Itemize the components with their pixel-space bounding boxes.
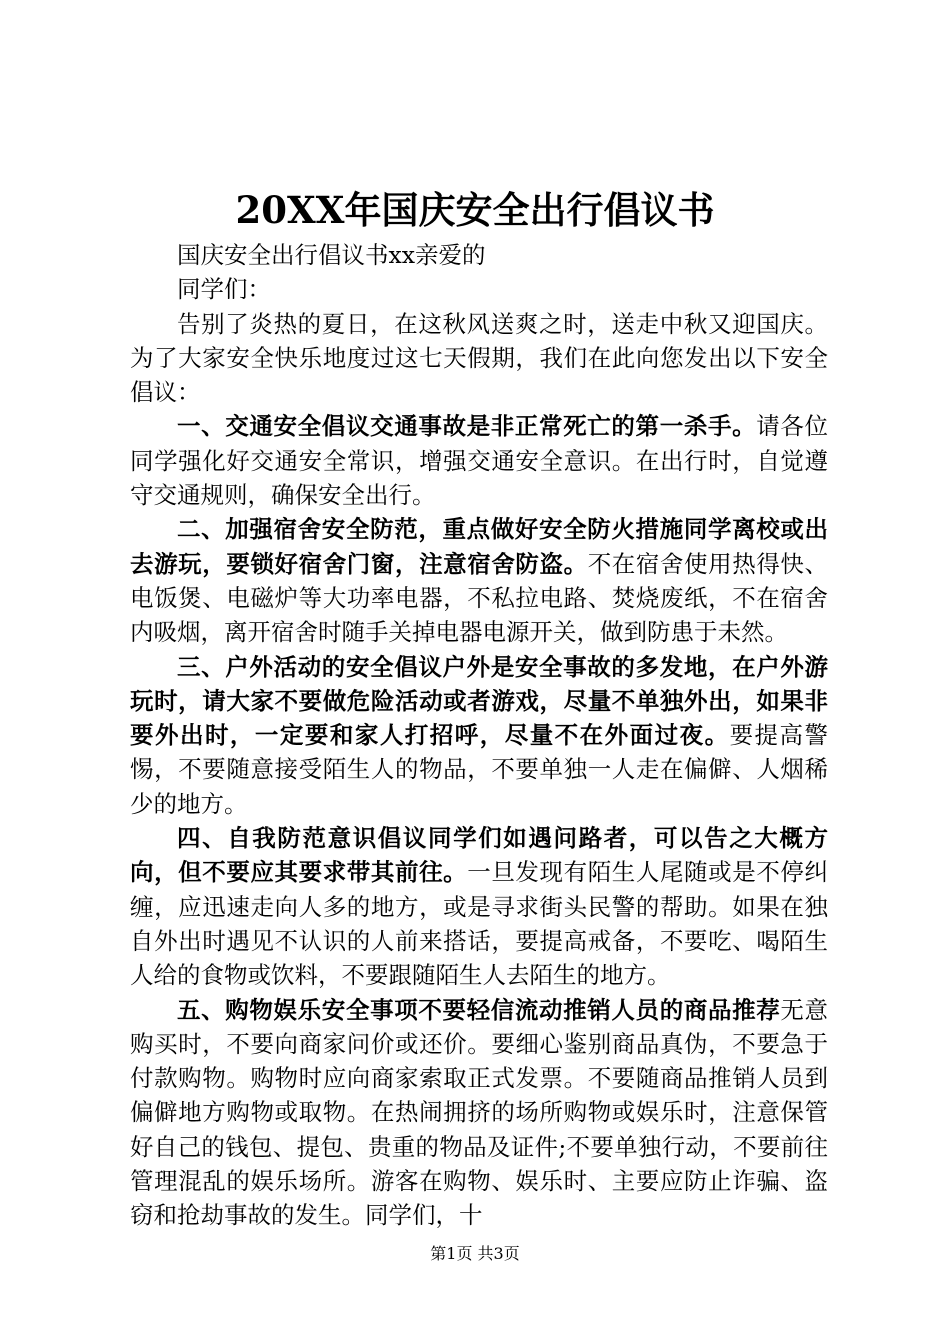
- opening-paragraph: 告别了炎热的夏日，在这秋风送爽之时，送走中秋又迎国庆。为了大家安全快乐地度过这七天假期，我们在此向您发出以下安全倡议：: [130, 309, 828, 407]
- section-body: 要提高警惕，不要随意接受陌生人的物品，不要单独一人走在偏僻、人烟稀少的地方。: [130, 721, 829, 818]
- section-paragraph: [130, 650, 828, 821]
- section-heading: 五、购物娱乐安全事项不要轻信流动推销人员的商品推荐: [177, 995, 781, 1024]
- document-body: [130, 238, 828, 1233]
- section-body: 不在宿舍使用热得快、电饭煲、电磁炉等大功率电器，不私拉电路、焚烧废纸，不在宿舍内吸烟，离开宿舍时随手关掉电器电源开关，做到防患于未然。: [130, 549, 829, 647]
- section-heading: 一、交通安全倡议交通事故是非正常死亡的第一杀手。: [177, 412, 757, 441]
- page-number-footer: 第1页 共3页: [430, 1244, 520, 1263]
- document-title: 20XX年国庆安全出行倡议书: [235, 188, 715, 232]
- section-paragraph: [130, 512, 828, 649]
- section-paragraph: [130, 821, 828, 992]
- section-paragraph: [130, 409, 828, 512]
- section-body: 请各位同学强化好交通安全常识，增强交通安全意识。在出行时，自觉遵守交通规则，确保安全出行。: [130, 412, 829, 510]
- section-heading: 二、加强宿舍安全防范，重点做好安全防火措施同学离校或出去游玩，要锁好宿舍门窗，注意宿舍防盗。: [130, 515, 828, 578]
- section-body: 一旦发现有陌生人尾随或是不停纠缠，应迅速走向人多的地方，或是寻求街头民警的帮助。如果在独自外出时遇见不认识的人前来搭话，要提高戒备，不要吃、喝陌生人给的食物或饮料，不要跟随陌生人去陌生的地方。: [130, 858, 828, 990]
- section-heading: 三、户外活动的安全倡议户外是安全事故的多发地，在户外游玩时，请大家不要做危险活动或者游戏，尽量不单独外出，如果非要外出时，一定要和家人打招呼，尽量不在外面过夜。: [130, 652, 828, 750]
- section-body: 无意购买时，不要向商家问价或还价。要细心鉴别商品真伪，不要急于付款购物。购物时应向商家索取正式发票。不要随商品推销人员到偏僻地方购物或取物。在热闹拥挤的场所购物或娱乐时，注意保管好自己的钱包、提包、贵重的物品及证件;不要单独行动，不要前往管理混乱的娱乐场所。游客在购物、娱乐时、主要应防止诈骗、盗窃和抢劫事故的发生。同学们，十: [130, 995, 829, 1230]
- section-heading: 四、自我防范意识倡议同学们如遇问路者，可以告之大概方向，但不要应其要求带其前往。: [130, 824, 828, 887]
- section-paragraph: [130, 993, 828, 1233]
- salutation: 同学们：: [177, 275, 271, 304]
- intro-line: 国庆安全出行倡议书xx亲爱的: [177, 241, 486, 269]
